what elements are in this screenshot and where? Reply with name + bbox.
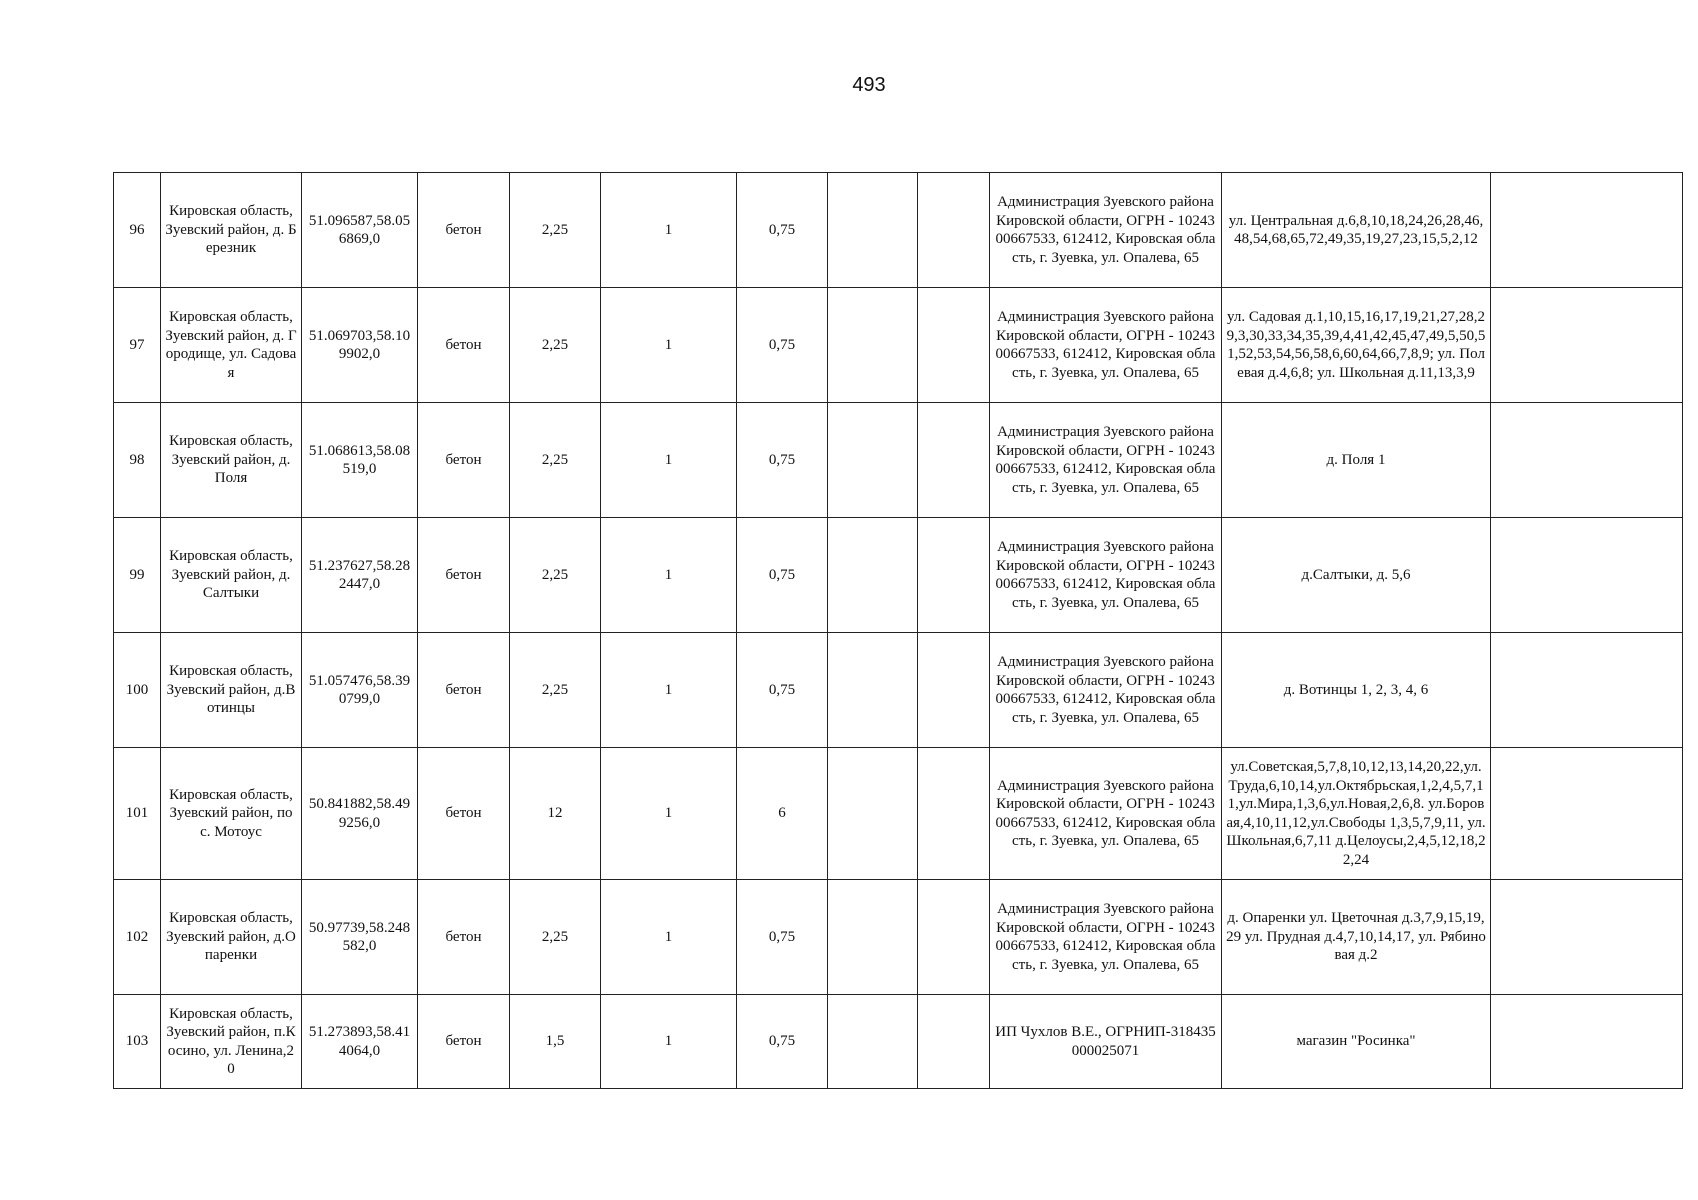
notes-cell	[1491, 995, 1683, 1089]
empty-cell	[828, 518, 918, 633]
empty-cell	[828, 633, 918, 748]
site-coordinates: 51.273893,58.414064,0	[302, 995, 418, 1089]
notes-cell	[1491, 288, 1683, 403]
empty-cell	[828, 995, 918, 1089]
container-volume: 0,75	[737, 995, 828, 1089]
site-coordinates: 51.068613,58.08519,0	[302, 403, 418, 518]
empty-cell	[918, 995, 990, 1089]
container-volume: 6	[737, 748, 828, 880]
container-volume: 0,75	[737, 173, 828, 288]
container-count: 1	[601, 518, 737, 633]
page-number: 493	[852, 74, 886, 96]
site-address: Кировская область, Зуевский район, д.Вотинцы	[161, 633, 302, 748]
table-row	[114, 288, 1683, 403]
notes-cell	[1491, 633, 1683, 748]
site-owner: Администрация Зуевского района Кировской области, ОГРН - 1024300667533, 612412, Кировская область, г. Зуевка, ул. Опалева, 65	[990, 173, 1222, 288]
site-address: Кировская область, Зуевский район, д. Салтыки	[161, 518, 302, 633]
row-number: 99	[114, 518, 161, 633]
surface-material: бетон	[418, 880, 510, 995]
site-coordinates: 51.237627,58.282447,0	[302, 518, 418, 633]
empty-cell	[918, 518, 990, 633]
container-count: 1	[601, 173, 737, 288]
table-row	[114, 173, 1683, 288]
site-coordinates: 51.057476,58.390799,0	[302, 633, 418, 748]
site-area: 2,25	[510, 633, 601, 748]
container-volume: 0,75	[737, 518, 828, 633]
site-owner: Администрация Зуевского района Кировской области, ОГРН - 1024300667533, 612412, Кировская область, г. Зуевка, ул. Опалева, 65	[990, 880, 1222, 995]
empty-cell	[918, 880, 990, 995]
site-area: 2,25	[510, 173, 601, 288]
surface-material: бетон	[418, 995, 510, 1089]
site-coordinates: 50.841882,58.499256,0	[302, 748, 418, 880]
surface-material: бетон	[418, 173, 510, 288]
waste-sources: ул. Садовая д.1,10,15,16,17,19,21,27,28,29,3,30,33,34,35,39,4,41,42,45,47,49,5,50,51,52,53,54,56,58,6,60,64,66,7,8,9; ул. Полевая д.4,6,8; ул. Школьная д.11,13,3,9	[1222, 288, 1491, 403]
site-owner: Администрация Зуевского района Кировской области, ОГРН - 1024300667533, 612412, Кировская область, г. Зуевка, ул. Опалева, 65	[990, 403, 1222, 518]
waste-sources: д. Опаренки ул. Цветочная д.3,7,9,15,19,29 ул. Прудная д.4,7,10,14,17, ул. Рябиновая д.2	[1222, 880, 1491, 995]
table-row	[114, 518, 1683, 633]
row-number: 103	[114, 995, 161, 1089]
empty-cell	[918, 748, 990, 880]
site-area: 2,25	[510, 403, 601, 518]
row-number: 100	[114, 633, 161, 748]
container-volume: 0,75	[737, 633, 828, 748]
site-coordinates: 50.97739,58.248582,0	[302, 880, 418, 995]
row-number: 101	[114, 748, 161, 880]
table-row	[114, 748, 1683, 880]
site-address: Кировская область, Зуевский район, пос. Мотоус	[161, 748, 302, 880]
site-owner: Администрация Зуевского района Кировской области, ОГРН - 1024300667533, 612412, Кировская область, г. Зуевка, ул. Опалева, 65	[990, 288, 1222, 403]
row-number: 98	[114, 403, 161, 518]
empty-cell	[828, 288, 918, 403]
notes-cell	[1491, 173, 1683, 288]
site-owner: ИП Чухлов В.Е., ОГРНИП-318435000025071	[990, 995, 1222, 1089]
surface-material: бетон	[418, 288, 510, 403]
site-address: Кировская область, Зуевский район, д. Городище, ул. Садовая	[161, 288, 302, 403]
site-coordinates: 51.069703,58.109902,0	[302, 288, 418, 403]
site-area: 1,5	[510, 995, 601, 1089]
notes-cell	[1491, 403, 1683, 518]
empty-cell	[918, 173, 990, 288]
container-count: 1	[601, 748, 737, 880]
empty-cell	[918, 288, 990, 403]
empty-cell	[828, 403, 918, 518]
site-owner: Администрация Зуевского района Кировской области, ОГРН - 1024300667533, 612412, Кировская область, г. Зуевка, ул. Опалева, 65	[990, 633, 1222, 748]
container-count: 1	[601, 403, 737, 518]
waste-sources: д. Вотинцы 1, 2, 3, 4, 6	[1222, 633, 1491, 748]
empty-cell	[918, 633, 990, 748]
container-volume: 0,75	[737, 880, 828, 995]
container-count: 1	[601, 880, 737, 995]
table-row	[114, 403, 1683, 518]
waste-sites-table	[113, 172, 1683, 1089]
container-volume: 0,75	[737, 288, 828, 403]
site-area: 2,25	[510, 518, 601, 633]
site-area: 2,25	[510, 288, 601, 403]
table-row	[114, 633, 1683, 748]
waste-sources: д. Поля 1	[1222, 403, 1491, 518]
site-owner: Администрация Зуевского района Кировской области, ОГРН - 1024300667533, 612412, Кировская область, г. Зуевка, ул. Опалева, 65	[990, 518, 1222, 633]
empty-cell	[828, 748, 918, 880]
table-row	[114, 995, 1683, 1089]
empty-cell	[828, 173, 918, 288]
row-number: 97	[114, 288, 161, 403]
notes-cell	[1491, 880, 1683, 995]
site-owner: Администрация Зуевского района Кировской области, ОГРН - 1024300667533, 612412, Кировская область, г. Зуевка, ул. Опалева, 65	[990, 748, 1222, 880]
table-row	[114, 880, 1683, 995]
notes-cell	[1491, 748, 1683, 880]
site-area: 12	[510, 748, 601, 880]
surface-material: бетон	[418, 518, 510, 633]
row-number: 96	[114, 173, 161, 288]
container-count: 1	[601, 288, 737, 403]
site-area: 2,25	[510, 880, 601, 995]
site-coordinates: 51.096587,58.056869,0	[302, 173, 418, 288]
container-volume: 0,75	[737, 403, 828, 518]
container-count: 1	[601, 633, 737, 748]
waste-sources: ул. Центральная д.6,8,10,18,24,26,28,46,48,54,68,65,72,49,35,19,27,23,15,5,2,12	[1222, 173, 1491, 288]
empty-cell	[828, 880, 918, 995]
waste-sources: ул.Советская,5,7,8,10,12,13,14,20,22,ул.Труда,6,10,14,ул.Октябрьская,1,2,4,5,7,11,ул.Мира,1,3,6,ул.Новая,2,6,8. ул.Боровая,4,10,11,12,ул.Свободы 1,3,5,7,9,11, ул.Школьная,6,7,11 д.Целоусы,2,4,5,12,18,22,24	[1222, 748, 1491, 880]
waste-sources: магазин "Росинка"	[1222, 995, 1491, 1089]
empty-cell	[918, 403, 990, 518]
row-number: 102	[114, 880, 161, 995]
site-address: Кировская область, Зуевский район, п.Косино, ул. Ленина,20	[161, 995, 302, 1089]
container-count: 1	[601, 995, 737, 1089]
surface-material: бетон	[418, 633, 510, 748]
notes-cell	[1491, 518, 1683, 633]
surface-material: бетон	[418, 403, 510, 518]
site-address: Кировская область, Зуевский район, д.Опаренки	[161, 880, 302, 995]
surface-material: бетон	[418, 748, 510, 880]
site-address: Кировская область, Зуевский район, д. Березник	[161, 173, 302, 288]
site-address: Кировская область, Зуевский район, д. Поля	[161, 403, 302, 518]
waste-sources: д.Салтыки, д. 5,6	[1222, 518, 1491, 633]
